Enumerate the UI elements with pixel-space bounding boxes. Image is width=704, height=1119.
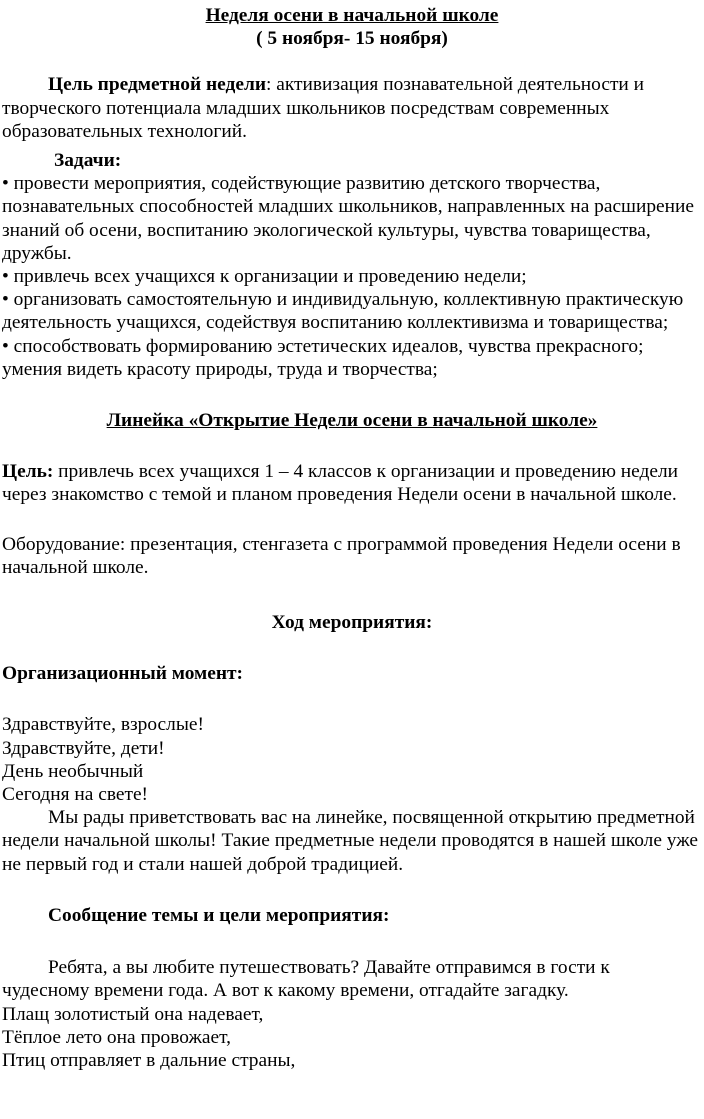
riddle-line-2: Тёплое лето она провожает, xyxy=(2,1026,231,1048)
greeting-line-4: Сегодня на свете! xyxy=(2,784,149,806)
tasks-label: Задачи: xyxy=(54,150,122,172)
greeting-paragraph: Мы рады приветствовать вас на линейке, посвященной открытию предметной недели начальной школы! Такие предметные недели проводятся в нашей школе уже не первый год и стали нашей доброй традицией. xyxy=(2,807,698,875)
greeting-line-3: День необычный xyxy=(2,760,144,782)
goal-text: : активизация познавательной деятельности и творческого потенциала младших школьников посредствам современных образовательных технологий. xyxy=(2,74,645,142)
org-moment-heading: Организационный момент: xyxy=(2,663,243,685)
goal-paragraph xyxy=(2,73,702,143)
spacer xyxy=(2,50,702,73)
document-dates: ( 5 ноября- 15 ноября) xyxy=(256,28,448,50)
task-item-3: • организовать самостоятельную и индивидуальную, коллективную практическую деятельность учащихся, содействуя воспитанию коллективизма и товарищества; xyxy=(2,289,684,334)
progress-heading: Ход мероприятия: xyxy=(271,612,433,634)
spacer xyxy=(2,685,702,708)
document-title: Неделя осени в начальной школе xyxy=(205,5,499,26)
lineup-goal-text: привлечь всех учащихся 1 – 4 классов к организации и проведению недели через знакомство с темой и планом проведения Недели осени в начальной школе. xyxy=(2,461,679,506)
riddle-line-1: Плащ золотистый она надевает, xyxy=(2,1003,264,1025)
spacer xyxy=(2,381,702,404)
task-item-1: • провести мероприятия, содействующие развитию детского творчества, познавательных способностей младших школьников, направленных на расширение знаний об осени, воспитанию экологической культуры, чувства товарищества, дружбы. xyxy=(2,173,695,264)
spacer xyxy=(2,634,702,657)
task-item-4: • способствовать формированию эстетических идеалов, чувства прекрасного; умения видеть красоту природы, труда и творчества; xyxy=(2,335,644,380)
riddle-line-3: Птиц отправляет в дальние страны, xyxy=(2,1049,296,1071)
goal-label: Цель предметной недели xyxy=(48,74,267,96)
spacer xyxy=(2,876,702,899)
greeting-line-1: Здравствуйте, взрослые! xyxy=(2,714,204,736)
topic-heading: Сообщение темы и цели мероприятия: xyxy=(48,904,390,926)
spacer xyxy=(2,507,702,530)
task-item-2: • привлечь всех учащихся к организации и проведению недели; xyxy=(2,266,527,288)
spacer xyxy=(2,927,702,950)
spacer xyxy=(2,432,702,455)
travel-paragraph: Ребята, а вы любите путешествовать? Давайте отправимся в гости к чудесному времени года. А вот к какому времени, отгадайте загадку. xyxy=(2,957,610,1002)
lineup-goal-paragraph xyxy=(2,460,702,506)
greeting-line-2: Здравствуйте, дети! xyxy=(2,737,165,759)
equipment-paragraph: Оборудование: презентация, стенгазета с программой проведения Недели осени в начальной школе. xyxy=(2,533,681,578)
lineup-heading: Линейка «Открытие Недели осени в начальной школе» xyxy=(106,410,598,432)
spacer xyxy=(2,579,702,602)
lineup-goal-label: Цель: xyxy=(2,461,54,483)
